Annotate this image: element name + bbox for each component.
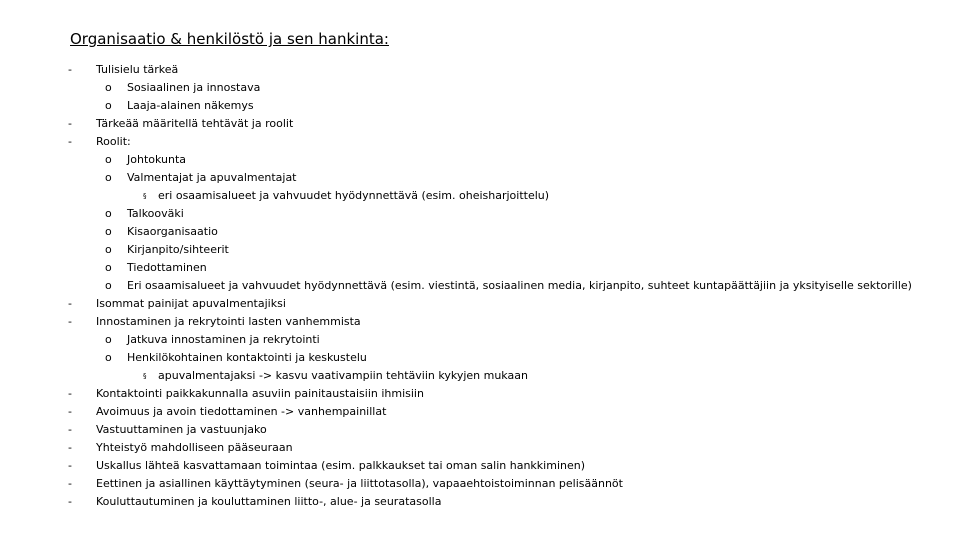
list-item-level-2: Talkooväki xyxy=(127,207,184,220)
bullet-marker: - xyxy=(68,477,72,490)
list-item-level-1: Kouluttautuminen ja kouluttaminen liitto-, alue- ja seuratasolla xyxy=(96,495,442,508)
bullet-marker: - xyxy=(68,63,72,76)
list-item-level-1: Tulisielu tärkeä xyxy=(96,63,179,76)
bullet-marker: o xyxy=(105,333,112,346)
list-item-level-1: Yhteistyö mahdolliseen pääseuraan xyxy=(96,441,293,454)
bullet-marker: - xyxy=(68,315,72,328)
bullet-marker: § xyxy=(143,372,147,380)
page-title: Organisaatio & henkilöstö ja sen hankinta: xyxy=(70,30,389,48)
list-item-level-2: Kirjanpito/sihteerit xyxy=(127,243,229,256)
list-item-level-2: Tiedottaminen xyxy=(127,261,207,274)
bullet-marker: - xyxy=(68,117,72,130)
list-item-level-1: Uskallus lähteä kasvattamaan toimintaa (esim. palkkaukset tai oman salin hankkiminen) xyxy=(96,459,586,472)
list-item-level-1: Roolit: xyxy=(96,135,131,148)
bullet-marker: § xyxy=(143,192,147,200)
bullet-marker: o xyxy=(105,225,112,238)
list-item-level-2: Jatkuva innostaminen ja rekrytointi xyxy=(127,333,320,346)
bullet-marker: o xyxy=(105,351,112,364)
bullet-marker: - xyxy=(68,459,72,472)
bullet-marker: - xyxy=(68,387,72,400)
bullet-marker: o xyxy=(105,279,112,292)
bullet-marker: o xyxy=(105,153,112,166)
list-item-level-3: apuvalmentajaksi -> kasvu vaativampiin tehtäviin kykyjen mukaan xyxy=(158,369,528,382)
bullet-marker: - xyxy=(68,405,72,418)
list-item-level-2: Johtokunta xyxy=(127,153,187,166)
list-item-level-1: Isommat painijat apuvalmentajiksi xyxy=(96,297,286,310)
bullet-marker: - xyxy=(68,495,72,508)
bullet-marker: o xyxy=(105,207,112,220)
bullet-marker: - xyxy=(68,423,72,436)
list-item-level-2: Valmentajat ja apuvalmentajat xyxy=(127,171,297,184)
list-item-level-2: Sosiaalinen ja innostava xyxy=(127,81,261,94)
list-item-level-2: Kisaorganisaatio xyxy=(127,225,218,238)
list-item-level-1: Vastuuttaminen ja vastuunjako xyxy=(96,423,267,436)
list-item-level-2: Henkilökohtainen kontaktointi ja keskustelu xyxy=(127,351,367,364)
list-item-level-1: Kontaktointi paikkakunnalla asuviin painitaustaisiin ihmisiin xyxy=(96,387,424,400)
bullet-marker: - xyxy=(68,135,72,148)
bullet-marker: - xyxy=(68,441,72,454)
list-item-level-2: Laaja-alainen näkemys xyxy=(127,99,254,112)
bullet-marker: o xyxy=(105,243,112,256)
bullet-marker: o xyxy=(105,171,112,184)
list-item-level-1: Eettinen ja asiallinen käyttäytyminen (seura- ja liittotasolla), vapaaehtoistoiminnan pelisäännöt xyxy=(96,477,623,490)
bullet-marker: - xyxy=(68,297,72,310)
list-item-level-3: eri osaamisalueet ja vahvuudet hyödynnettävä (esim. oheisharjoittelu) xyxy=(158,189,550,202)
bullet-marker: o xyxy=(105,261,112,274)
list-item-level-2: Eri osaamisalueet ja vahvuudet hyödynnettävä (esim. viestintä, sosiaalinen media, kirjanpito, suhteet kuntapäättäjiin ja yksityiselle sektorille) xyxy=(127,279,912,292)
list-item-level-1: Avoimuus ja avoin tiedottaminen -> vanhempainillat xyxy=(96,405,387,418)
bullet-marker: o xyxy=(105,99,112,112)
bullet-marker: o xyxy=(105,81,112,94)
list-item-level-1: Innostaminen ja rekrytointi lasten vanhemmista xyxy=(96,315,361,328)
list-item-level-1: Tärkeää määritellä tehtävät ja roolit xyxy=(96,117,294,130)
